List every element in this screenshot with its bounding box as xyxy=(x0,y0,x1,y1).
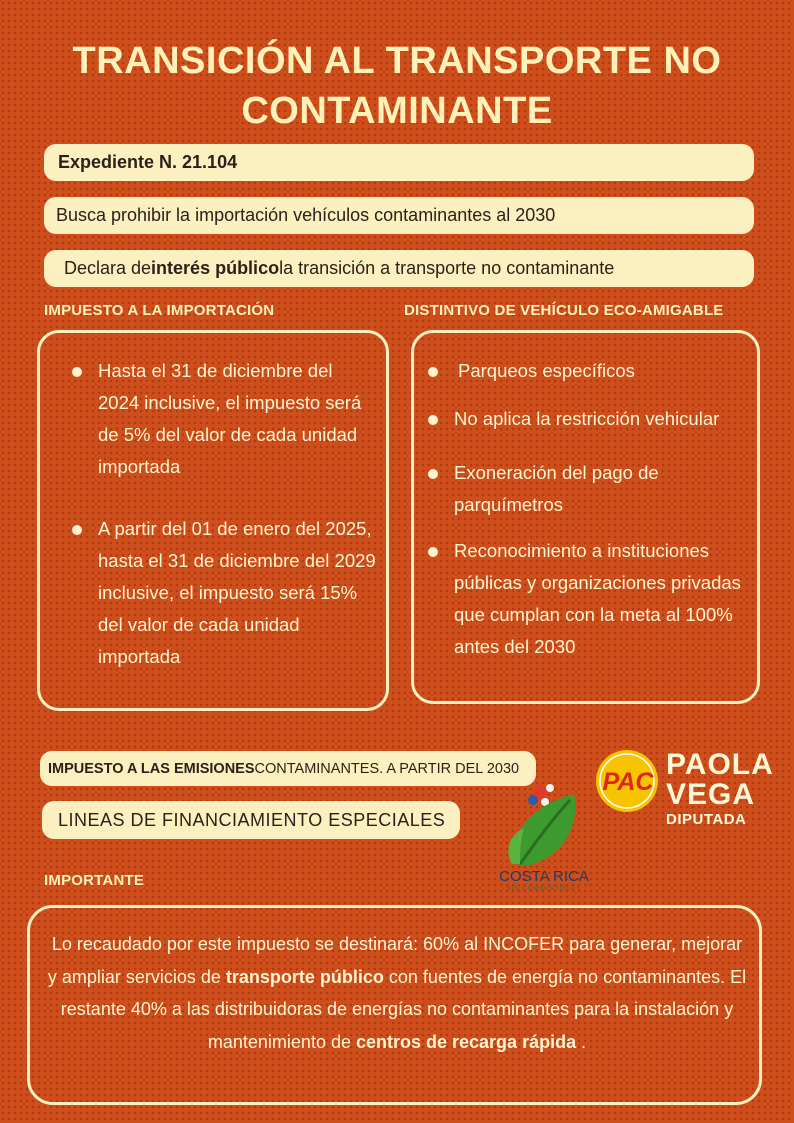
distintivo-list xyxy=(454,355,749,663)
costa-rica-logo-text: COSTA RICA xyxy=(499,868,589,885)
importante-b2: centros de recarga rápida xyxy=(355,1031,577,1052)
declara-prefix: Declara de xyxy=(64,258,152,278)
title-line-2: CONTAMINANTE xyxy=(241,90,553,132)
distintivo-heading: DISTINTIVO DE VEHÍCULO ECO-AMIGABLE xyxy=(404,302,724,319)
pac-role: DIPUTADA xyxy=(666,811,747,828)
declara-bold: interés público xyxy=(151,258,280,278)
importante-t1: Lo recaudado por este impuesto se destinará: 60% al INCOFER para generar, mejorar y ampliar servicios de xyxy=(47,934,743,987)
emisiones-bold: IMPUESTO A LAS EMISIONES xyxy=(48,760,255,777)
emisiones-rest: CONTAMINANTES. A PARTIR DEL 2030 xyxy=(254,760,520,777)
expediente-banner xyxy=(44,144,754,181)
distintivo-box xyxy=(411,330,760,704)
pac-logo-text: PAC xyxy=(602,768,654,796)
impuesto-item-2: A partir del 01 de enero del 2025, hasta el 31 de diciembre del 2029 inclusive, el impuesto será 15% del valor de cada unidad importada xyxy=(98,513,378,673)
pac-candidate-name xyxy=(666,750,776,827)
impuesto-importacion-heading: IMPUESTO A LA IMPORTACIÓN xyxy=(44,302,275,319)
importante-text xyxy=(46,928,748,1058)
distintivo-item-1: Parqueos específicos xyxy=(454,355,749,387)
declara-banner xyxy=(44,250,754,287)
distintivo-item-2: No aplica la restricción vehicular xyxy=(454,403,749,435)
pac-name-line-1: PAOLA xyxy=(666,748,774,781)
title-line-1: TRANSICIÓN AL TRANSPORTE NO xyxy=(72,40,722,82)
financiamiento-banner xyxy=(42,801,460,839)
objetivo-banner xyxy=(44,197,754,234)
objetivo-text: Busca prohibir la importación vehículos contaminantes al 2030 xyxy=(56,205,556,225)
financiamiento-text: LINEAS DE FINANCIAMIENTO ESPECIALES xyxy=(58,809,446,830)
costa-rica-logo-subtext: SIN COMBUSTIBLES xyxy=(506,886,582,892)
declara-suffix: la transición a transporte no contaminante xyxy=(279,258,615,278)
importante-heading: IMPORTANTE xyxy=(44,872,145,889)
importante-t2: con fuentes de energía no contaminantes. El restante 40% a las distribuidoras de energías no contaminantes para la instalación y mantenimiento de xyxy=(60,966,747,1052)
importante-b1: transporte público xyxy=(225,966,384,987)
impuesto-item-1: Hasta el 31 de diciembre del 2024 inclusive, el impuesto será de 5% del valor de cada unidad importada xyxy=(98,355,378,483)
distintivo-item-3: Exoneración del pago de parquímetros xyxy=(454,457,749,521)
pac-name-line-2: VEGA xyxy=(666,778,756,811)
distintivo-item-4: Reconocimiento a instituciones públicas y organizaciones privadas que cumplan con la meta al 100% antes del 2030 xyxy=(454,535,749,663)
impuesto-importacion-box xyxy=(37,330,389,711)
importante-t3: . xyxy=(576,1031,587,1052)
expediente-text: Expediente N. 21.104 xyxy=(58,152,238,172)
emisiones-banner xyxy=(40,751,536,786)
impuesto-importacion-list xyxy=(98,355,378,673)
page-title xyxy=(0,36,794,136)
pac-logo xyxy=(593,748,665,814)
